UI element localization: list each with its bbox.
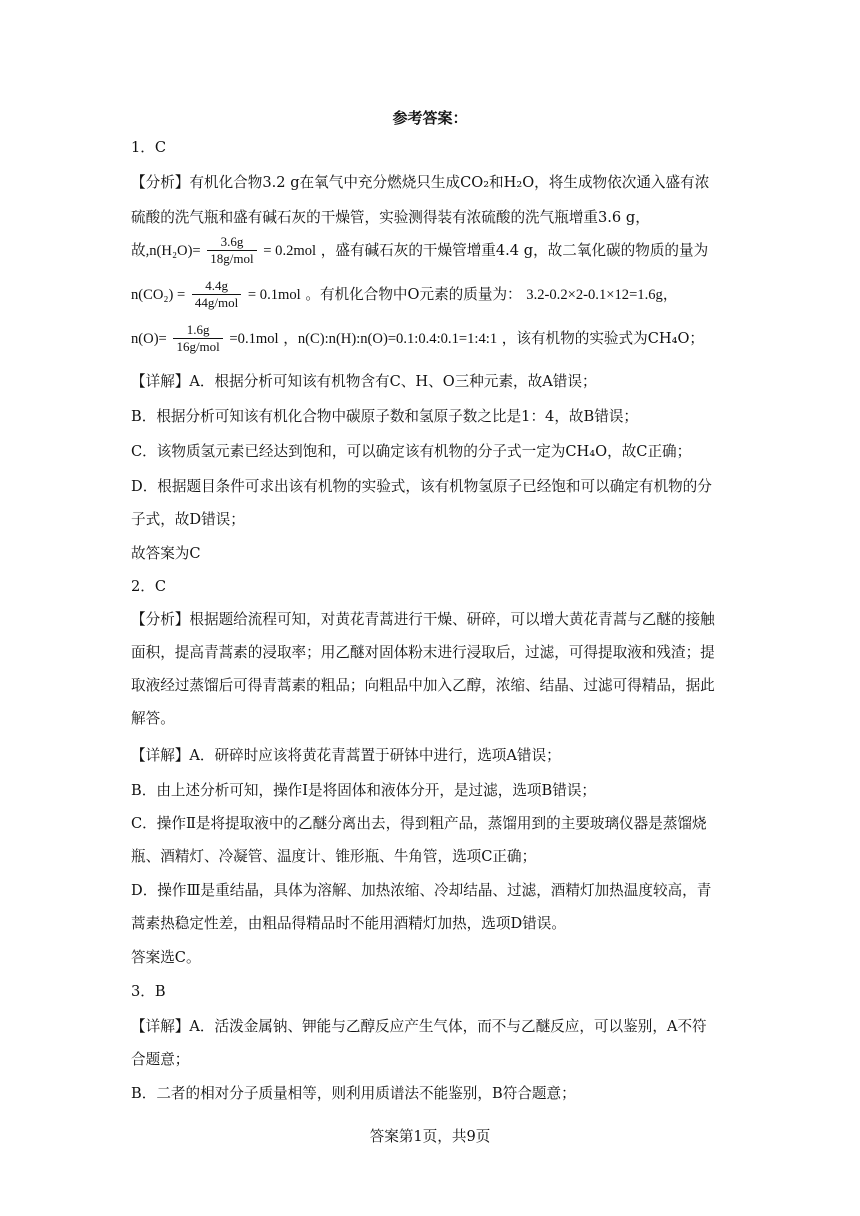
q2-detail-c-line-2: 瓶、酒精灯、冷凝管、温度计、锥形瓶、牛角管，选项C正确； [131,848,537,865]
eq3-fraction [173,322,222,356]
q1-detail-b: B．根据分析可知该有机化合物中碳原子数和氢原子数之比是1：4，故B错误； [131,408,639,425]
q2-detail-d-line-2: 蒿素热稳定性差，由粗品得精品时不能用酒精灯加热，选项D错误。 [131,915,566,932]
q2-detail-b: B．由上述分析可知，操作Ⅰ是将固体和液体分开，是过滤，选项B错误； [131,782,597,799]
eq2-prefix: n(CO₂) = [131,286,186,303]
q2-answer: 2．C [131,578,167,595]
page-footer: 答案第1页，共9页 [369,1128,491,1145]
eq3-denominator: 16g/mol [176,339,220,355]
q2-conclusion: 答案选C。 [131,949,201,966]
eq2-numerator: 4.4g [192,278,241,295]
q2-analysis-line-4: 解答。 [131,710,175,727]
q3-answer: 3．B [131,983,166,1000]
q1-equation-o [131,322,704,356]
eq2-text: 。有机化合物中O元素的质量为： [305,285,522,303]
q1-detail-d-line-1: D．根据题目条件可求出该有机物的实验式，该有机物氢原子已经饱和可以确定有机物的分 [131,478,712,495]
eq1-fraction [207,234,256,268]
q3-detail-a-line-1: 【详解】A．活泼金属钠、钾能与乙醇反应产生气体，而不与乙醚反应，可以鉴别，A不符 [131,1018,707,1035]
q1-equation-co2 [131,278,677,312]
q2-detail-c-line-1: C．操作Ⅱ是将提取液中的乙醚分离出去，得到粗产品，蒸馏用到的主要玻璃仪器是蒸馏烧 [131,815,707,832]
q1-conclusion: 故答案为C [131,545,201,562]
q1-detail-d-line-2: 子式，故D错误； [131,511,245,528]
page-title: 参考答案： [392,109,468,127]
q1-detail-c: C．该物质氢元素已经达到饱和，可以确定该有机物的分子式一定为CH₄O，故C正确； [131,443,692,460]
q1-analysis-line-2: 硫酸的洗气瓶和盛有碱石灰的干燥管，实验测得装有浓硫酸的洗气瓶增重3.6 g， [131,209,650,226]
eq1-text: ，盛有碱石灰的干燥管增重4.4 g，故二氧化碳的物质的量为 [320,241,709,259]
q1-analysis-line-1: 【分析】有机化合物3.2 g在氧气中充分燃烧只生成CO₂和H₂O，将生成物依次通入盛有浓 [131,174,710,191]
q1-answer: 1．C [131,139,167,156]
eq1-denominator: 18g/mol [210,251,254,267]
eq2-calc: 3.2-0.2×2-0.1×12=1.6g， [526,286,678,303]
q2-analysis-line-1: 【分析】根据题给流程可知，对黄花青蒿进行干燥、研碎，可以增大黄花青蒿与乙醚的接触 [131,611,715,628]
eq1-numerator: 3.6g [207,234,256,251]
eq2-denominator: 44g/mol [194,295,239,311]
q1-detail-a: 【详解】A．根据分析可知该有机物含有C、H、O三种元素，故A错误； [131,373,597,390]
eq1-result: = 0.2mol [263,242,317,259]
eq3-ratio: ，n(C):n(H):n(O)=0.1:0.4:0.1=1:4:1 [283,330,498,347]
eq3-prefix: n(O)= [131,330,167,347]
eq2-fraction [192,278,241,312]
q2-analysis-line-2: 面积，提高青蒿素的浸取率；用乙醚对固体粉末进行浸取后，过滤，可得提取液和残渣；提 [131,644,715,661]
q2-detail-a: 【详解】A．研碎时应该将黄花青蒿置于研钵中进行，选项A错误； [131,747,561,764]
q2-analysis-line-3: 取液经过蒸馏后可得青蒿素的粗品；向粗品中加入乙醇，浓缩、结晶、过滤可得精品，据此 [131,677,715,694]
eq3-text: ，该有机物的实验式为CH₄O； [501,329,705,347]
q2-detail-d-line-1: D．操作Ⅲ是重结晶，具体为溶解、加热浓缩、冷却结晶、过滤，酒精灯加热温度较高，青 [131,882,712,899]
eq2-result: = 0.1mol [247,286,301,303]
eq1-prefix: 故,n(H₂O)= [131,242,201,259]
q1-equation-h2o [131,234,708,268]
q3-detail-b: B．二者的相对分子质量相等，则利用质谱法不能鉴别，B符合题意； [131,1085,576,1102]
q3-detail-a-line-2: 合题意； [131,1051,190,1068]
eq3-result: =0.1mol [229,330,279,347]
eq3-numerator: 1.6g [173,322,222,339]
